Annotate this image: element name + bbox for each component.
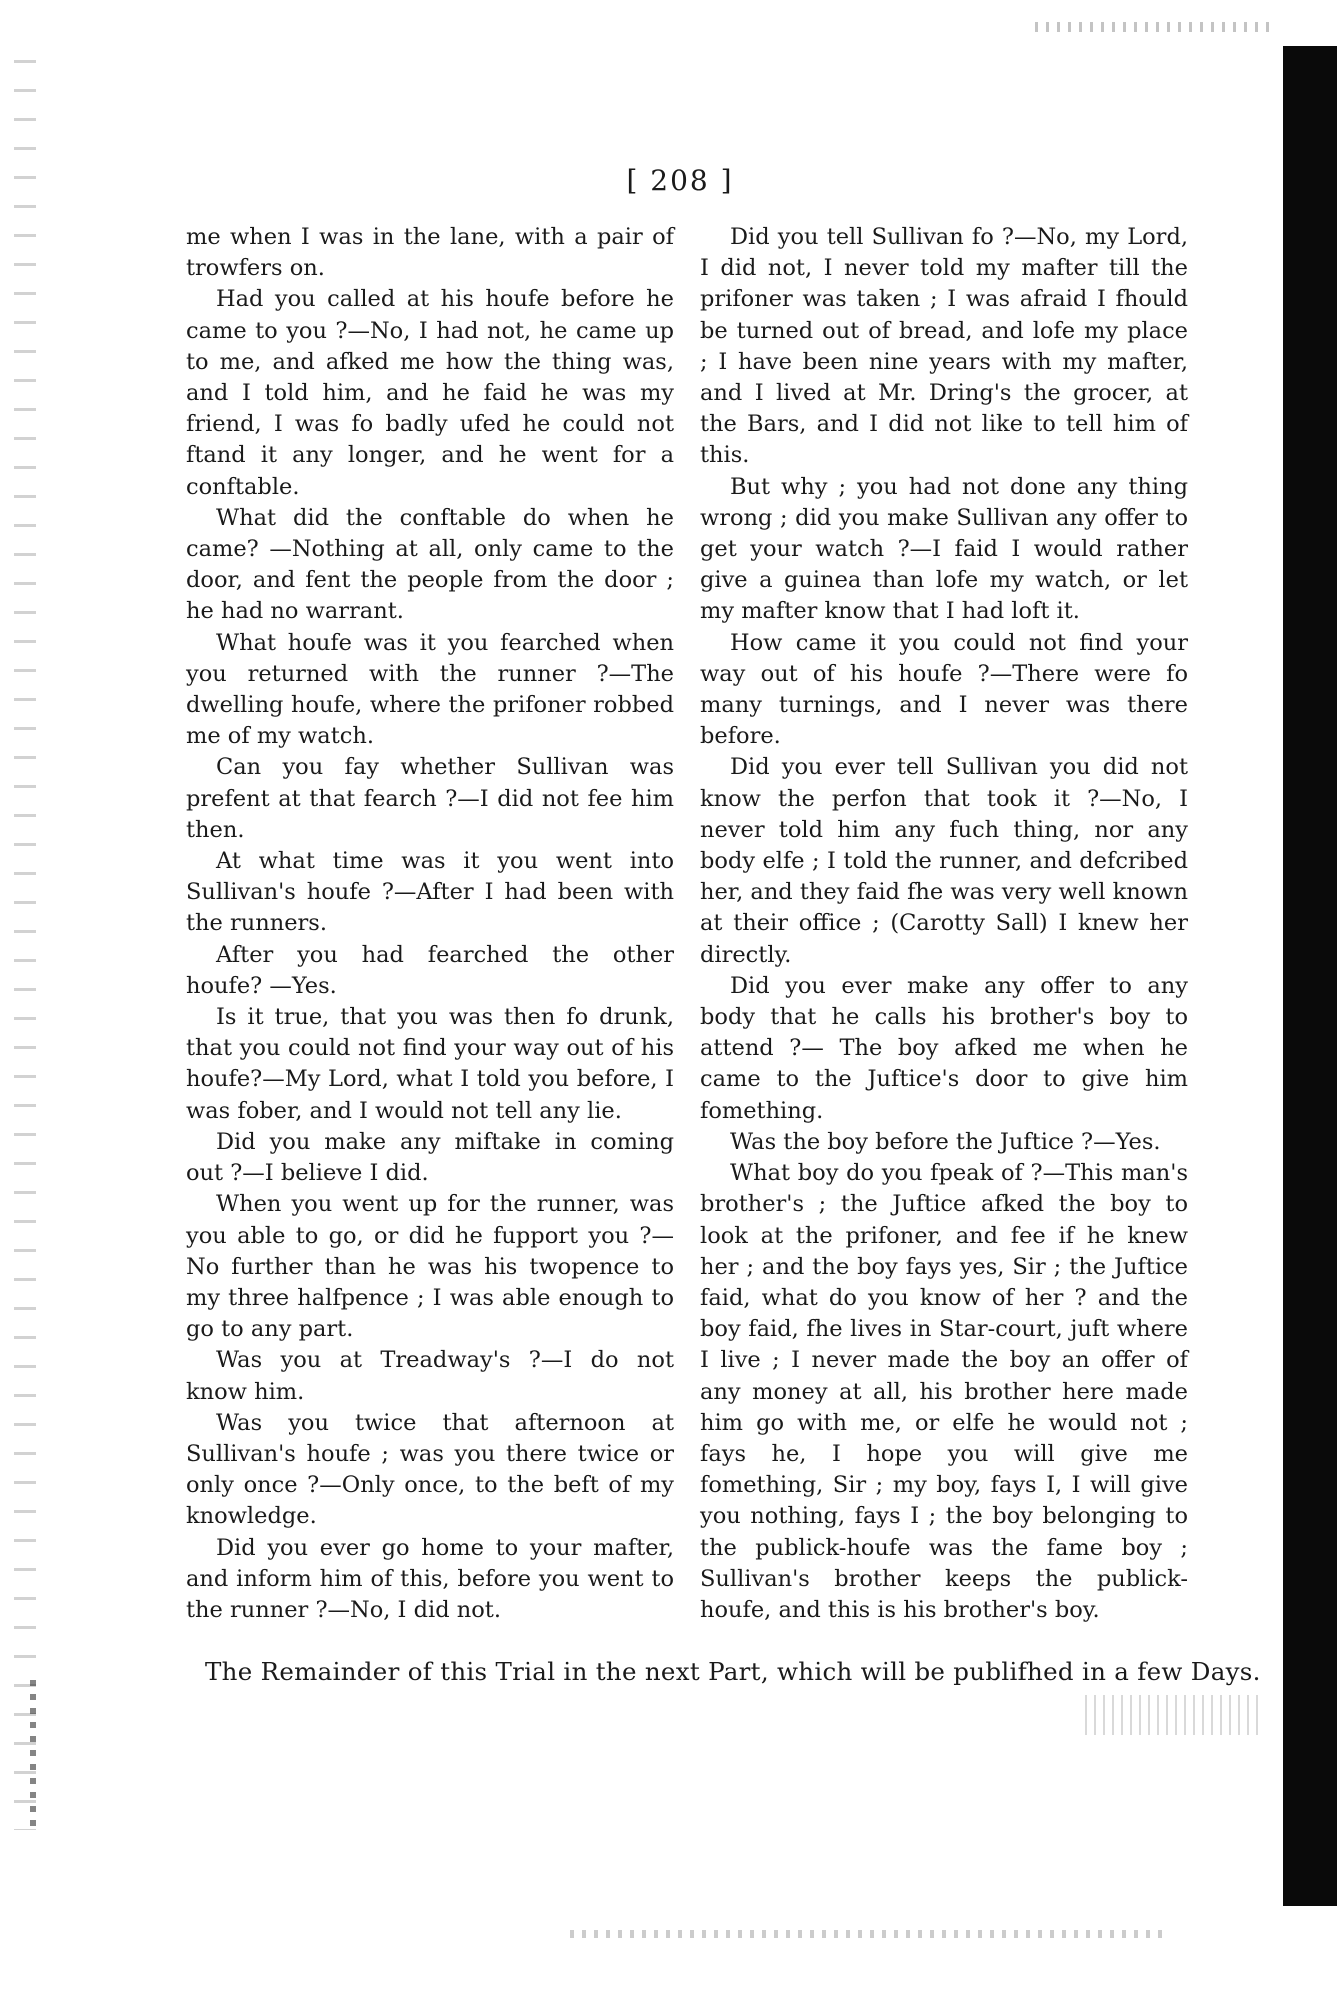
- paragraph: me when I was in the lane, with a pair of trowfers on.: [186, 224, 674, 282]
- paragraph: Did you ever tell Sullivan you did not know the perfon that took it ?—No, I never told him any fuch thing, nor any body elfe ; I told the runner, and defcribed her, and they faid fhe was very well known at their office ; (Carotty Sall) I knew her directly.: [700, 754, 1188, 968]
- paragraph: Did you ever make any offer to any body that he calls his brother's boy to attend ?— The boy afked me when he came to the Juftice's door to give him fomething.: [700, 972, 1188, 1124]
- scan-noise: [1035, 22, 1275, 32]
- paragraph: What houfe was it you fearched when you returned with the runner ?—The dwelling houfe, where the prifoner robbed me of my watch.: [186, 629, 674, 750]
- paragraph: What did the conftable do when he came? —Nothing at all, only came to the door, and fent the people from the door ; he had no warrant.: [186, 504, 674, 625]
- paragraph: How came it you could not find your way out of his houfe ?—There were fo many turnings, and I never was there before.: [700, 629, 1188, 750]
- paragraph: What boy do you fpeak of ?—This man's brother's ; the Juftice afked the boy to look at the prifoner, and fee if he knew her ; and the boy fays yes, Sir ; the Juftice faid, what do you know of her ? and the boy faid, fhe lives in Star-court, juft where I live ; I never made the boy an offer of any money at all, his brother here made him go with me, or elfe he would not ; fays he, I hope you will give me fomething, Sir ; my boy, fays I, I will give you nothing, fays I ; the boy belonging to the publick-houfe was the fame boy ; Sullivan's brother keeps the publick-houfe, and this is his brother's boy.: [700, 1160, 1188, 1623]
- right-column: [700, 222, 1188, 1626]
- paragraph: When you went up for the runner, was you able to go, or did he fupport you ?— No further than he was his twopence to my three halfpence ; I was able enough to go to any part.: [186, 1191, 674, 1343]
- paragraph: Did you tell Sullivan fo ?—No, my Lord, I did not, I never told my mafter till the prifoner was taken ; I was afraid I fhould be turned out of bread, and lofe my place ; I have been nine years with my mafter, and I lived at Mr. Dring's the grocer, at the Bars, and I did not like to tell him of this.: [700, 224, 1188, 469]
- scan-noise: [570, 1930, 1170, 1938]
- scan-edge-specks: [14, 60, 36, 1830]
- scan-edge-specks: [30, 1680, 36, 1830]
- scan-binding-shadow: [1283, 46, 1337, 1906]
- paragraph: Was the boy before the Juftice ?—Yes.: [730, 1128, 1161, 1155]
- paragraph: Was you twice that afternoon at Sullivan's houfe ; was you there twice or only once ?—Only once, to the beft of my knowledge.: [186, 1409, 674, 1530]
- paragraph: Did you make any miftake in coming out ?—I believe I did.: [186, 1128, 674, 1187]
- paragraph: Is it true, that you was then fo drunk, that you could not find your way out of his houfe?—My Lord, what I told you before, I was fober, and I would not tell any lie.: [186, 1004, 674, 1124]
- paragraph: After you had fearched the other houfe? —Yes.: [186, 941, 674, 999]
- paragraph: Can you fay whether Sullivan was prefent at that fearch ?—I did not fee him then.: [186, 754, 674, 843]
- paragraph: Did you ever go home to your mafter, and inform him of this, before you went to the runner ?—No, I did not.: [186, 1534, 674, 1623]
- scan-noise: [1085, 1695, 1265, 1735]
- paragraph: Was you at Treadway's ?—I do not know him.: [186, 1347, 674, 1405]
- left-column: [186, 222, 674, 1626]
- paragraph: Had you called at his houfe before he came to you ?—No, I had not, he came up to me, and afked me how the thing was, and I told him, and he faid he was my friend, I was fo badly ufed he could not ftand it any longer, and he went for a conftable.: [186, 286, 674, 500]
- footer-note: The Remainder of this Trial in the next Part, which will be publifhed in a few Days.: [205, 1657, 1261, 1686]
- page-number: [ 208 ]: [626, 164, 734, 197]
- paragraph: At what time was it you went into Sullivan's houfe ?—After I had been with the runners.: [186, 848, 674, 937]
- paragraph: But why ; you had not done any thing wrong ; did you make Sullivan any offer to get your watch ?—I faid I would rather give a guinea than lofe my watch, or let my mafter know that I had loft it.: [700, 473, 1188, 625]
